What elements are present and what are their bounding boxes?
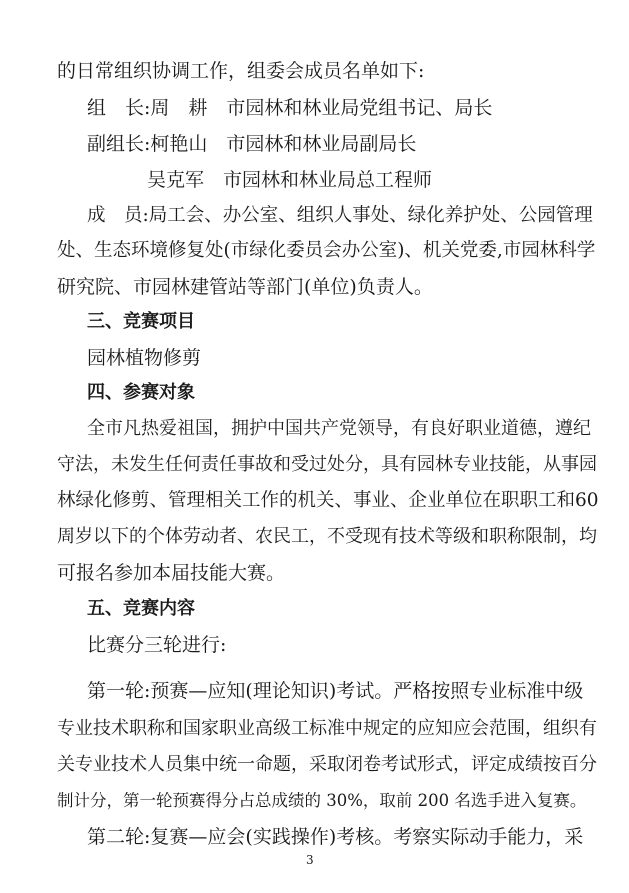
section-heading-content: 五、竞赛内容 bbox=[87, 598, 195, 619]
text-line-members: 成 员:局工会、办公室、组织人事处、绿化养护处、公园管理 bbox=[87, 205, 593, 226]
page-number: 3 bbox=[306, 853, 314, 867]
text-line-round2-1: 第二轮:复赛—应会(实践操作)考核。考察实际动手能力，采 bbox=[87, 826, 584, 848]
text-line-deputy-leader-2: 吴克军 市园林和林业局总工程师 bbox=[147, 169, 433, 191]
text-line-participants-3: 林绿化修剪、管理相关工作的机关、事业、企业单位在职职工和60 bbox=[57, 490, 599, 511]
text-line-round1-4: 制计分，第一轮预赛得分占总成绩的 30%，取前 200 名选手进入复赛。 bbox=[57, 791, 587, 810]
text-line-competition-item: 园林植物修剪 bbox=[87, 347, 202, 369]
text-line-round1-2: 专业技术职称和国家职业高级工标准中规定的应知应会范围，组织有 bbox=[57, 718, 597, 739]
text-line-committee-leader: 组 长:周 耕 市园林和林业局党组书记、局长 bbox=[87, 97, 493, 119]
section-heading-participants: 四、参赛对象 bbox=[87, 382, 195, 403]
text-line-rounds-intro: 比赛分三轮进行: bbox=[87, 634, 227, 656]
text-line-members-cont-2: 研究院、市园林建管站等部门(单位)负责人。 bbox=[57, 276, 433, 298]
text-line-participants-5: 可报名参加本届技能大赛。 bbox=[57, 562, 286, 584]
text-line-round1-1: 第一轮:预赛—应知(理论知识)考试。严格按照专业标准中级 bbox=[87, 680, 584, 702]
text-line-deputy-leader: 副组长:柯艳山 市园林和林业局副局长 bbox=[87, 133, 417, 155]
text-line-members-cont-1: 处、生态环境修复处(市绿化委员会办公室)、机关党委,市园林科学 bbox=[57, 240, 596, 261]
text-line-participants-4: 周岁以下的个体劳动者、农民工，不受现有技术等级和职称限制，均 bbox=[57, 526, 597, 547]
text-line-1: 的日常组织协调工作，组委会成员名单如下: bbox=[57, 60, 425, 82]
text-line-participants-1: 全市凡热爱祖国，拥护中国共产党领导，有良好职业道德，遵纪 bbox=[87, 418, 591, 439]
section-heading-competition-item: 三、竞赛项目 bbox=[87, 311, 195, 332]
text-line-round1-3: 关专业技术人员集中统一命题，采取闭卷考试形式，评定成绩按百分 bbox=[57, 754, 597, 775]
text-line-participants-2: 守法，未发生任何责任事故和受过处分，具有园林专业技能，从事园 bbox=[57, 454, 597, 475]
